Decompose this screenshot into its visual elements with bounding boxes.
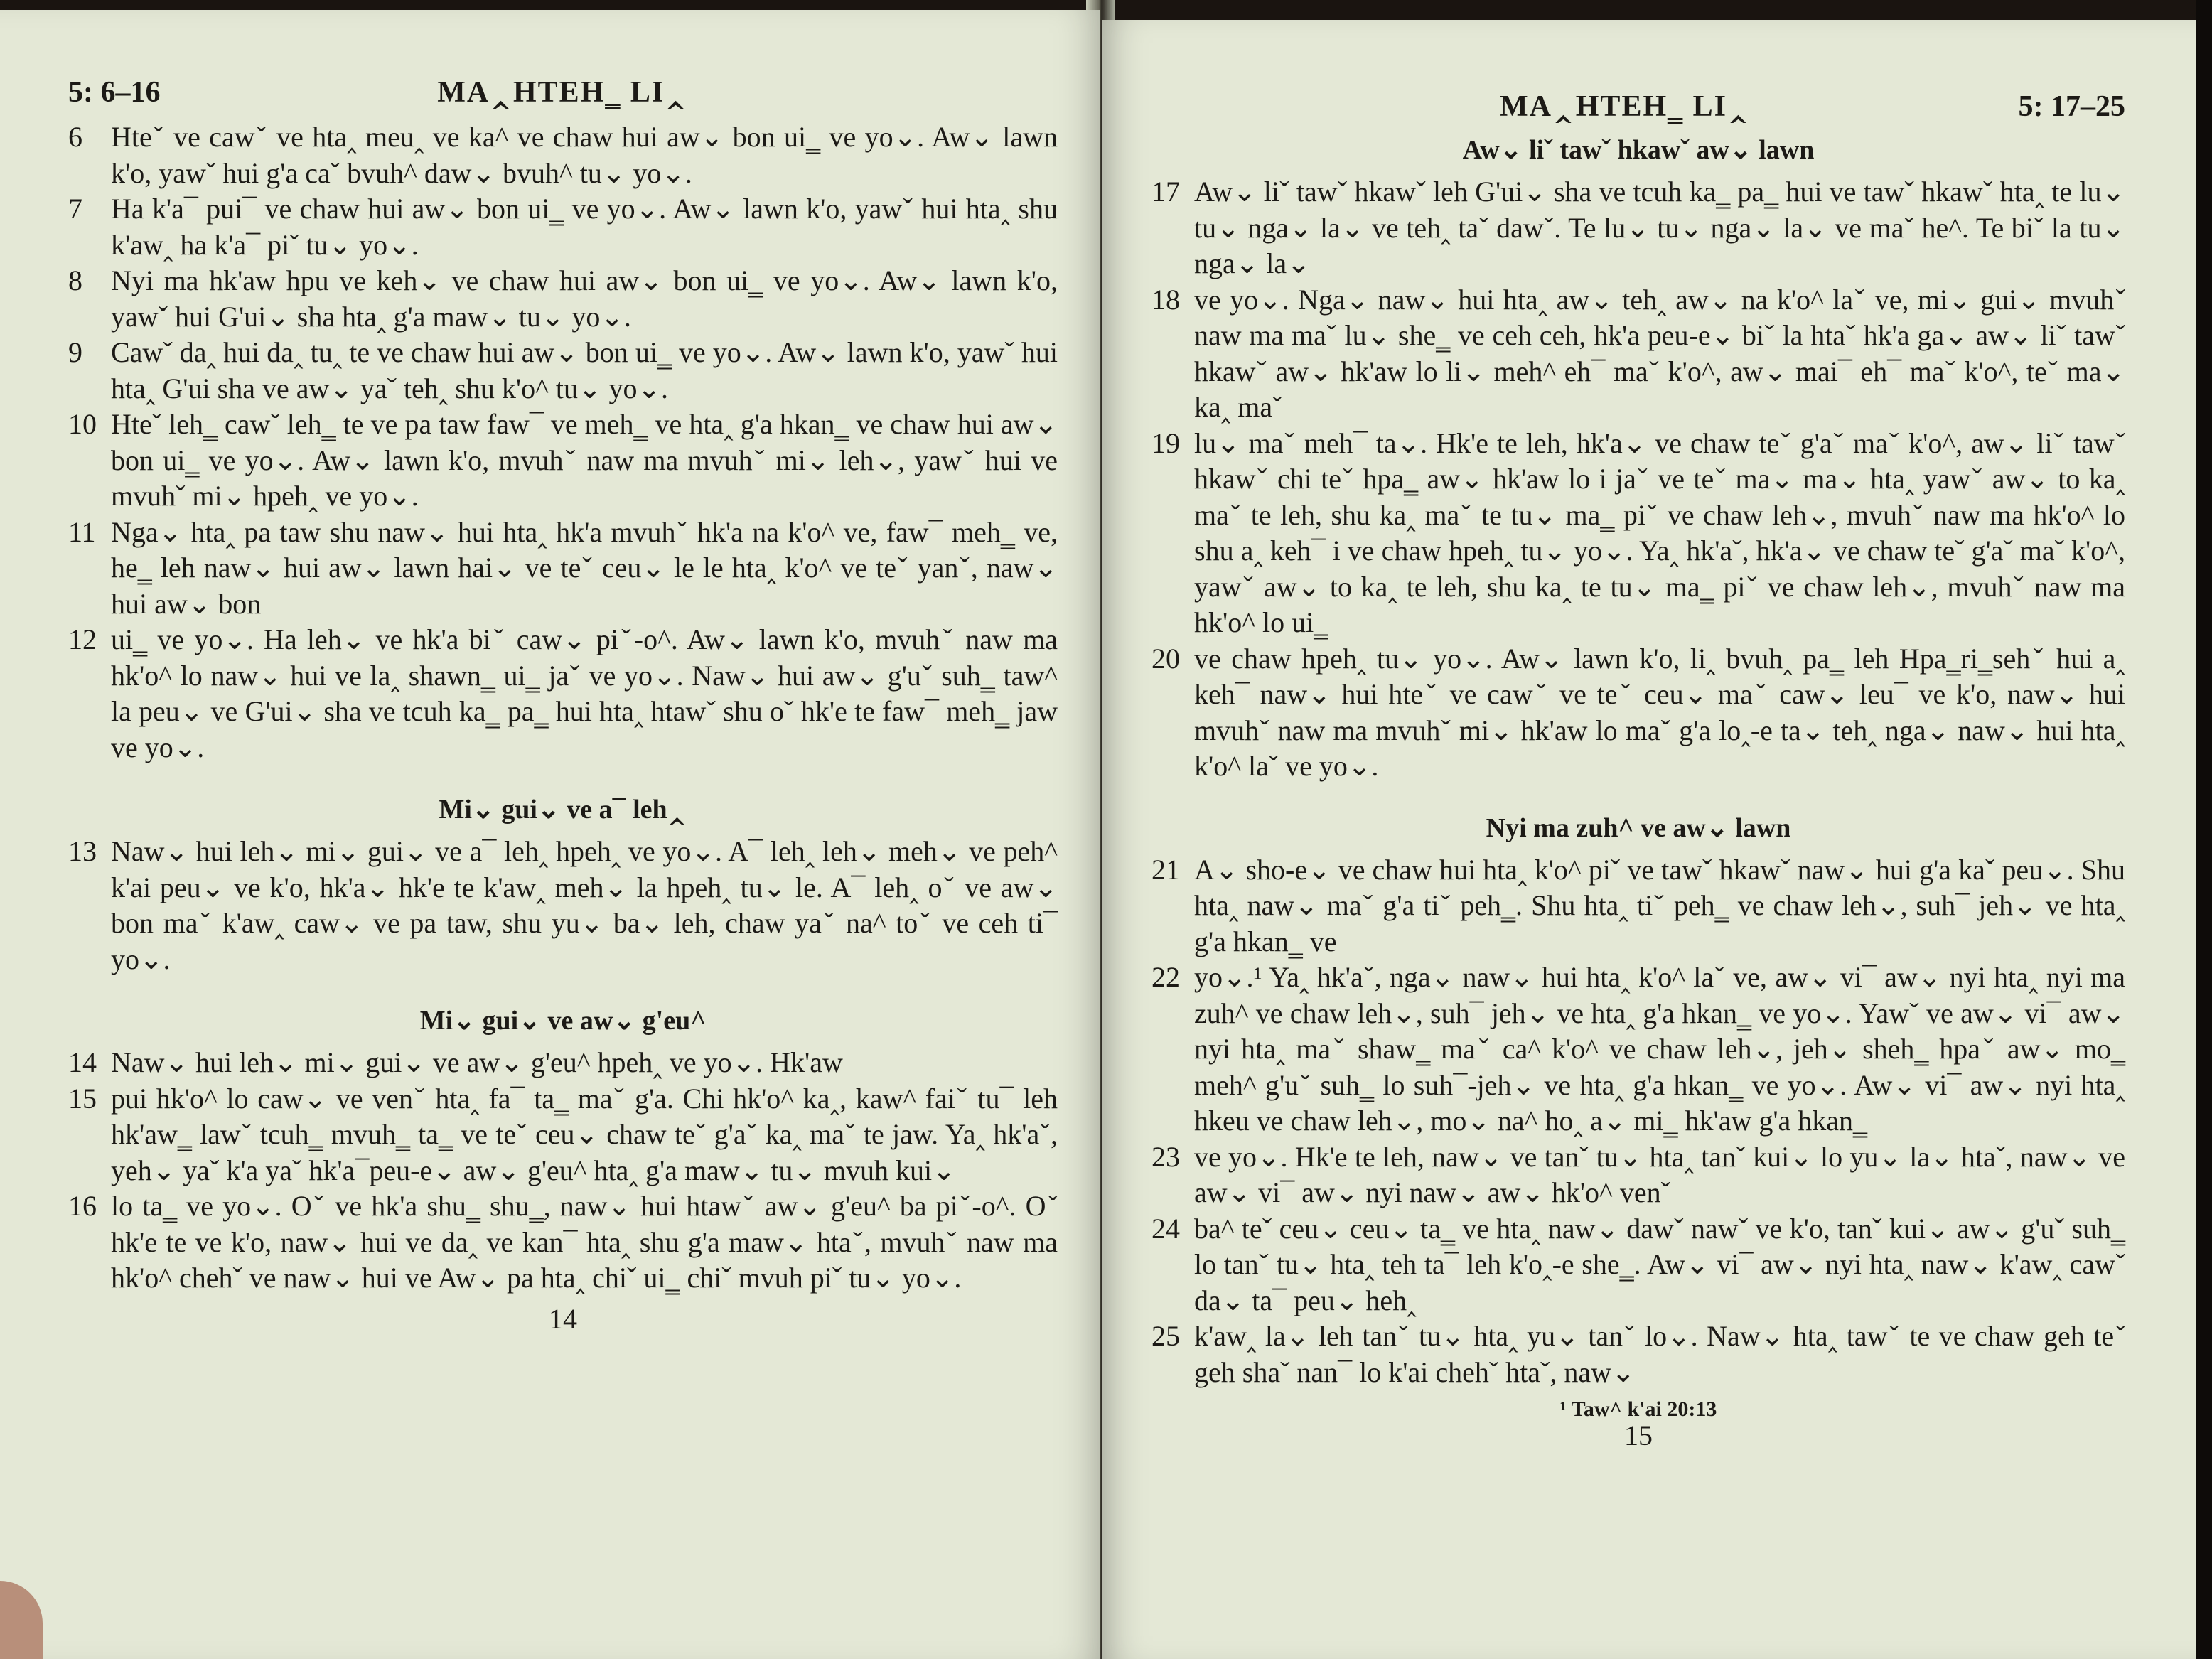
verse-number: 16 xyxy=(68,1190,97,1222)
verse xyxy=(68,1045,1058,1081)
verse xyxy=(68,335,1058,407)
verse-text: Aw⌄ liˇ tawˇ hkawˇ leh G'ui⌄ sha ve tcuh ka‗ pa‗ hui ve tawˇ hkawˇ hta‸ te lu⌄ tu⌄ nga⌄ la⌄ ve teh‸ taˇ dawˇ. Te lu⌄ tu⌄ nga⌄ la⌄ ve maˇ he^. Te biˇ la tu⌄ nga⌄ la⌄ xyxy=(1194,176,2125,279)
verse-text: ve chaw hpeh‸ tu⌄ yo⌄. Aw⌄ lawn k'o, li‸ bvuh‸ pa‗ leh Hpa‗ri‗sehˇ hui a‸ keh¯ naw⌄ hui hteˇ ve cawˇ ve teˇ ceu⌄ maˇ caw⌄ leu¯ ve k'o, naw⌄ hui mvuhˇ naw ma mvuhˇ mi⌄ hk'aw lo maˇ g'a lo‸-e ta⌄ teh‸ nga⌄ naw⌄ hui hta‸ k'o^ laˇ ve yo⌄. xyxy=(1194,642,2125,782)
verse-number: 6 xyxy=(68,121,82,153)
verse-text: k'aw‸ la⌄ leh tanˇ tu⌄ hta‸ yu⌄ tanˇ lo⌄. Naw⌄ hta‸ tawˇ te ve chaw geh teˇ geh shaˇ nan¯ lo k'ai chehˇ htaˇ, naw⌄ xyxy=(1194,1320,2125,1388)
section-heading: Aw⌄ liˇ tawˇ hkawˇ aw⌄ lawn xyxy=(1462,135,1815,165)
verse xyxy=(1151,174,2125,282)
verse-number: 7 xyxy=(68,193,82,225)
verse xyxy=(68,515,1058,623)
verse xyxy=(1151,852,2125,960)
left-page xyxy=(0,10,1100,1659)
verse-number: 18 xyxy=(1151,283,1180,316)
verse-number: 17 xyxy=(1151,176,1180,208)
right-page-body xyxy=(1151,134,2125,1390)
verse xyxy=(68,1081,1058,1189)
verse xyxy=(1151,641,2125,785)
left-page-body xyxy=(68,119,1058,1296)
verse-number: 22 xyxy=(1151,961,1180,993)
verse xyxy=(68,263,1058,335)
verse-text: yo⌄.¹ Ya‸ hk'aˇ, nga⌄ naw⌄ hui hta‸ k'o^ laˇ ve, aw⌄ vi¯ aw⌄ nyi hta‸ nyi ma zuh^ ve chaw leh⌄, suh¯ jeh⌄ ve hta‸ g'a hkan‗ ve yo⌄. Yawˇ ve aw⌄ vi¯ aw⌄ nyi hta‸ maˇ shaw‗ maˇ ca^ k'o^ ve chaw leh⌄, jeh⌄ sheh‗ hpaˇ aw⌄ mo‗ meh^ g'uˇ suh‗ lo suh¯-jeh⌄ ve hta‸ g'a hkan‗ ve yo⌄. Aw⌄ vi¯ aw⌄ nyi hta‸ hkeu ve chaw leh⌄, mo⌄ na^ ho‸ a⌄ mi‗ hk'aw g'a hkan‗ xyxy=(1194,961,2125,1137)
verse-text: Ha k'a¯ pui¯ ve chaw hui aw⌄ bon ui‗ ve yo⌄. Aw⌄ lawn k'o, yawˇ hui hta‸ shu k'aw‸ ha k'a¯ piˇ tu⌄ yo⌄. xyxy=(111,193,1058,261)
verse-text: Nga⌄ hta‸ pa taw shu naw⌄ hui hta‸ hk'a mvuhˇ hk'a na k'o^ ve, faw¯ meh‗ ve, he‗ leh naw⌄ hui aw⌄ lawn hai⌄ ve teˇ ceu⌄ le le hta‸ k'o^ ve teˇ yanˇ, naw⌄ hui aw⌄ bon xyxy=(111,515,1058,620)
verse-number: 12 xyxy=(68,623,97,655)
verse-number: 15 xyxy=(68,1082,97,1115)
footnote: ¹ Taw^ k'ai 20:13 xyxy=(1559,1397,1717,1421)
background-edge xyxy=(2196,0,2212,1659)
verse xyxy=(68,191,1058,263)
verse-text: Hteˇ leh‗ cawˇ leh‗ te ve pa taw faw¯ ve meh‗ ve hta‸ g'a hkan‗ ve chaw hui aw⌄ bon ui‗ ve yo⌄. Aw⌄ lawn k'o, mvuhˇ naw ma mvuhˇ mi⌄ leh⌄, yawˇ hui ve mvuhˇ mi⌄ hpeh‸ ve yo⌄. xyxy=(111,408,1058,512)
chapter-verse-reference: 5: 6–16 xyxy=(68,76,161,109)
left-page-header xyxy=(68,74,1058,109)
verse-text: Nyi ma hk'aw hpu ve keh⌄ ve chaw hui aw⌄ bon ui‗ ve yo⌄. Aw⌄ lawn k'o, yawˇ hui G'ui⌄ sha hta‸ g'a maw⌄ tu⌄ yo⌄. xyxy=(111,264,1058,333)
running-title: MA‸HTEH‗ LI‸ xyxy=(1500,90,1751,123)
verse xyxy=(68,622,1058,766)
running-title: MA‸HTEH‗ LI‸ xyxy=(437,76,688,109)
verse xyxy=(1151,282,2125,426)
verse-text: ui‗ ve yo⌄. Ha leh⌄ ve hk'a biˇ caw⌄ piˇ-o^. Aw⌄ lawn k'o, mvuhˇ naw ma hk'o^ lo naw⌄ hui ve la‸ shawn‗ ui‗ jaˇ ve yo⌄. Naw⌄ hui aw⌄ g'uˇ suh‗ taw^ la peu⌄ ve G'ui⌄ sha ve tcuh ka‗ pa‗ hui hta‸ htawˇ shu oˇ hk'e te faw¯ meh‗ jaw ve yo⌄. xyxy=(111,623,1058,763)
verse xyxy=(68,407,1058,515)
section-heading: Mi⌄ gui⌄ ve a¯ leh‸ xyxy=(439,795,687,825)
verse-number: 25 xyxy=(1151,1320,1180,1352)
section-heading: Mi⌄ gui⌄ ve aw⌄ g'eu^ xyxy=(419,1006,707,1036)
verse-number: 23 xyxy=(1151,1140,1180,1173)
right-page-header xyxy=(1151,88,2125,124)
verse-number: 20 xyxy=(1151,642,1180,675)
chapter-verse-reference: 5: 17–25 xyxy=(2018,90,2125,123)
verse-text: ba^ teˇ ceu⌄ ceu⌄ ta‗ ve hta‸ naw⌄ dawˇ nawˇ ve k'o, tanˇ kui⌄ aw⌄ g'uˇ suh‗ lo tanˇ tu⌄ hta‸ teh ta¯ leh k'o‸-e she‗. Aw⌄ vi¯ aw⌄ nyi hta‸ naw⌄ k'aw‸ cawˇ da⌄ ta¯ peu⌄ heh‸ xyxy=(1194,1212,2125,1316)
verse-number: 10 xyxy=(68,408,97,440)
page-number: 14 xyxy=(549,1302,577,1335)
verse-number: 24 xyxy=(1151,1212,1180,1245)
verse-number: 19 xyxy=(1151,426,1180,459)
verse-text: ve yo⌄. Nga⌄ naw⌄ hui hta‸ aw⌄ teh‸ aw⌄ na k'o^ laˇ ve, mi⌄ gui⌄ mvuhˇ naw ma maˇ lu⌄ she‗ ve ceh ceh, hk'a peu-e⌄ biˇ la htaˇ hk'a ga⌄ aw⌄ liˇ tawˇ hkawˇ aw⌄ hk'aw lo li⌄ meh^ eh¯ maˇ k'o^, aw⌄ mai¯ eh¯ maˇ k'o^, teˇ ma⌄ ka‸ maˇ xyxy=(1194,283,2125,423)
verse xyxy=(1151,960,2125,1139)
verse-text: ve yo⌄. Hk'e te leh, naw⌄ ve tanˇ tu⌄ hta‸ tanˇ kui⌄ lo yu⌄ la⌄ htaˇ, naw⌄ ve aw⌄ vi¯ aw⌄ nyi naw⌄ aw⌄ hk'o^ venˇ xyxy=(1194,1140,2125,1208)
verse-number: 14 xyxy=(68,1046,97,1078)
verse-text: lu⌄ maˇ meh¯ ta⌄. Hk'e te leh, hk'a⌄ ve chaw teˇ g'aˇ maˇ k'o^, aw⌄ liˇ tawˇ hkawˇ chi teˇ hpa‗ aw⌄ hk'aw lo i jaˇ ve teˇ ma⌄ ma⌄ hta‸ yawˇ aw⌄ to ka‸ maˇ te leh, shu ka‸ maˇ te tu⌄ ma‗ piˇ ve chaw leh⌄, mvuhˇ naw ma hk'o^ lo shu a‸ keh¯ i ve chaw hpeh‸ tu⌄ yo⌄. Ya‸ hk'aˇ, hk'a⌄ ve chaw teˇ g'aˇ maˇ k'o^, yawˇ aw⌄ to ka‸ te leh, shu ka‸ te tu⌄ ma‗ piˇ ve chaw leh⌄, mvuhˇ naw ma hk'o^ lo ui‗ xyxy=(1194,426,2125,638)
verse-text: lo ta‗ ve yo⌄. Oˇ ve hk'a shu‗ shu‗, naw⌄ hui htawˇ aw⌄ g'eu^ ba piˇ-o^. Oˇ hk'e te ve k'o, naw⌄ hui ve da‸ ve kan¯ hta‸ shu g'a maw⌄ htaˇ, mvuhˇ naw ma hk'o^ chehˇ ve naw⌄ hui ve Aw⌄ pa hta‸ chiˇ ui‗ chiˇ mvuh piˇ tu⌄ yo⌄. xyxy=(111,1190,1058,1294)
verse xyxy=(1151,1139,2125,1211)
verse-text: Naw⌄ hui leh⌄ mi⌄ gui⌄ ve aw⌄ g'eu^ hpeh‸ ve yo⌄. Hk'aw xyxy=(111,1046,843,1078)
verse xyxy=(68,119,1058,191)
verse-text: A⌄ sho-e⌄ ve chaw hui hta‸ k'o^ piˇ ve tawˇ hkawˇ naw⌄ hui g'a kaˇ peu⌄. Shu hta‸ naw⌄ maˇ g'a tiˇ peh‗. Shu hta‸ tiˇ peh‗ ve chaw leh⌄, suh¯ jeh⌄ ve hta‸ g'a hkan‗ ve xyxy=(1194,853,2125,957)
verse-number: 9 xyxy=(68,336,82,368)
verse-text: Cawˇ da‸ hui da‸ tu‸ te ve chaw hui aw⌄ bon ui‗ ve yo⌄. Aw⌄ lawn k'o, yawˇ hui hta‸ G'ui sha ve aw⌄ yaˇ teh‸ shu k'o^ tu⌄ yo⌄. xyxy=(111,336,1058,404)
verse-number: 11 xyxy=(68,515,96,548)
verse-number: 21 xyxy=(1151,853,1180,886)
verse-text: pui hk'o^ lo caw⌄ ve venˇ hta‸ fa¯ ta‗ maˇ g'a. Chi hk'o^ ka‸, kaw^ faiˇ tu¯ leh hk'aw‗ lawˇ tcuh‗ mvuh‗ ta‗ ve teˇ ceu⌄ chaw teˇ g'aˇ ka‸ maˇ te jaw. Ya‸ hk'aˇ, yeh⌄ yaˇ k'a yaˇ hk'a¯peu-e⌄ aw⌄ g'eu^ hta‸ g'a maw⌄ tu⌄ mvuh kui⌄ xyxy=(111,1082,1058,1186)
right-page xyxy=(1102,20,2196,1659)
verse xyxy=(68,834,1058,977)
verse-text: Naw⌄ hui leh⌄ mi⌄ gui⌄ ve a¯ leh‸ hpeh‸ ve yo⌄. A¯ leh‸ leh⌄ meh⌄ ve peh^ k'ai peu⌄ ve k'o, hk'a⌄ hk'e te k'aw‸ meh⌄ la hpeh‸ tu⌄ le. A¯ leh‸ oˇ ve aw⌄ bon maˇ k'aw‸ caw⌄ ve pa taw, shu yu⌄ ba⌄ leh, chaw yaˇ na^ toˇ ve ceh ti¯ yo⌄. xyxy=(111,835,1058,975)
verse xyxy=(1151,1211,2125,1319)
verse-text: Hteˇ ve cawˇ ve hta‸ meu‸ ve ka^ ve chaw hui aw⌄ bon ui‗ ve yo⌄. Aw⌄ lawn k'o, yawˇ hui g'a caˇ bvuh^ daw⌄ bvuh^ tu⌄ yo⌄. xyxy=(111,121,1058,189)
verse-number: 8 xyxy=(68,264,82,296)
verse xyxy=(68,1188,1058,1296)
verse-number: 13 xyxy=(68,835,97,867)
page-number: 15 xyxy=(1624,1419,1653,1451)
section-heading: Nyi ma zuh^ ve aw⌄ lawn xyxy=(1486,812,1791,843)
verse xyxy=(1151,426,2125,641)
verse xyxy=(1151,1319,2125,1390)
